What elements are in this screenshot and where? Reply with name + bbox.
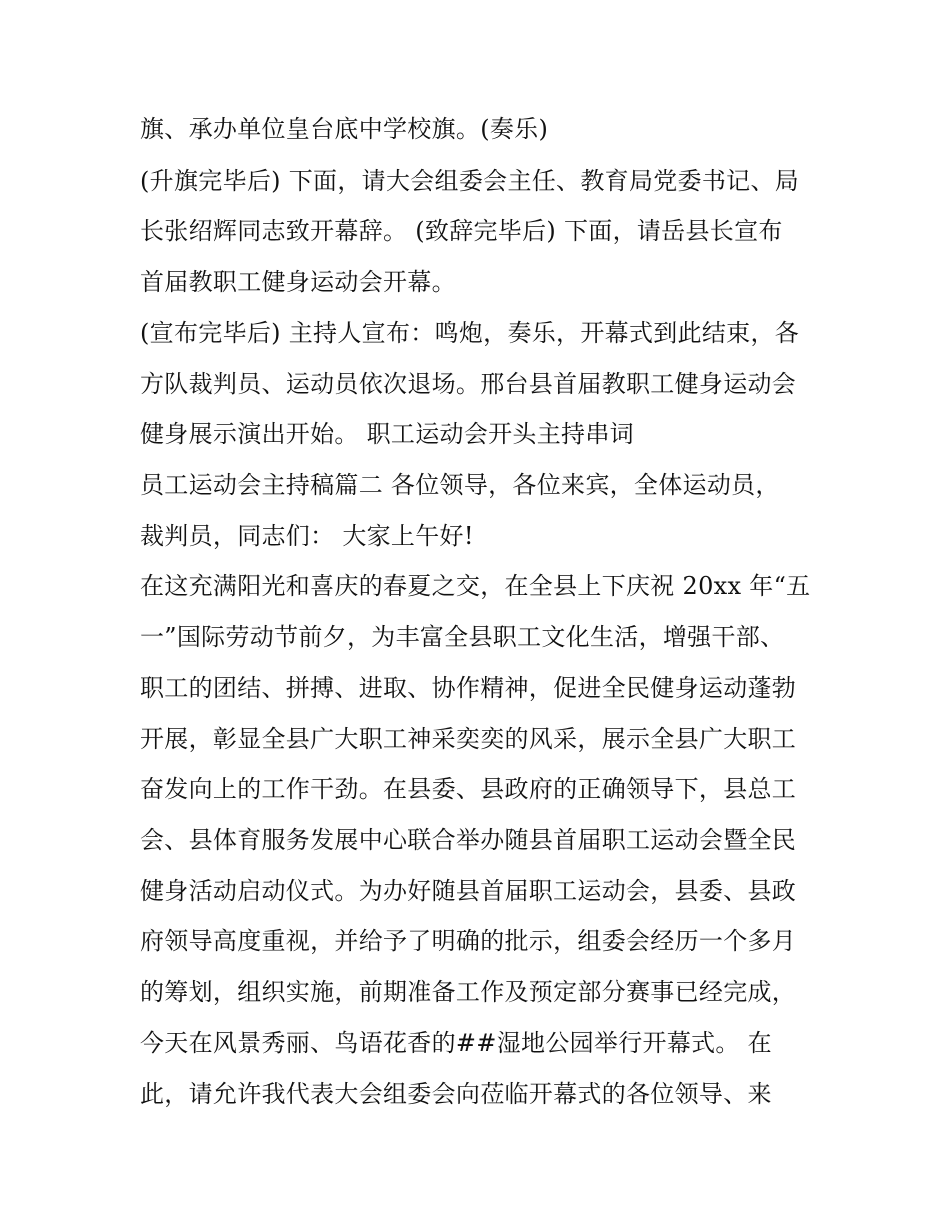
text-line: 首届教职工健身运动会开幕。 (140, 268, 456, 296)
text-line: 的筹划，组织实施，前期准备工作及预定部分赛事已经完成， (140, 978, 797, 1006)
text-line: (升旗完毕后) 下面，请大会组委会主任、教育局党委书记、局 (140, 167, 800, 195)
text-line: 职工的团结、拼搏、进取、协作精神，促进全民健身运动蓬勃 (140, 674, 797, 702)
text-line: 一”国际劳动节前夕，为丰富全县职工文化生活，增强干部、 (140, 623, 785, 651)
text-line: 会、县体育服务发展中心联合举办随县首届职工运动会暨全民 (140, 826, 797, 854)
text-line: 方队裁判员、运动员依次退场。邢台县首届教职工健身运动会 (140, 370, 797, 398)
text-line: 长张绍辉同志致开幕辞。 (致辞完毕后) 下面，请岳县长宣布 (140, 217, 783, 245)
text-line: 奋发向上的工作干劲。在县委、县政府的正确领导下，县总工 (140, 775, 797, 803)
text-line: 裁判员，同志们： 大家上午好! (140, 522, 474, 550)
text-line: (宣布完毕后) 主持人宣布：鸣炮，奏乐，开幕式到此结束，各 (140, 319, 800, 347)
text-line: 府领导高度重视，并给予了明确的批示，组委会经历一个多月 (140, 927, 797, 955)
text-line: 在这充满阳光和喜庆的春夏之交，在全县上下庆祝 20xx 年“五 (140, 572, 811, 600)
text-line: 健身活动启动仪式。为办好随县首届职工运动会，县委、县政 (140, 877, 797, 905)
text-line: 今天在风景秀丽、鸟语花香的##湿地公园举行开幕式。 在 (140, 1029, 772, 1057)
text-line: 此，请允许我代表大会组委会向莅临开幕式的各位领导、来 (140, 1080, 772, 1108)
text-line: 开展，彰显全县广大职工神采奕奕的风采，展示全县广大职工 (140, 725, 797, 753)
text-line: 健身展示演出开始。 职工运动会开头主持串词 (140, 420, 634, 448)
text-line: 员工运动会主持稿篇二 各位领导，各位来宾，全体运动员， (140, 471, 780, 499)
text-line: 旗、承办单位皇台底中学校旗。(奏乐) (140, 115, 549, 143)
